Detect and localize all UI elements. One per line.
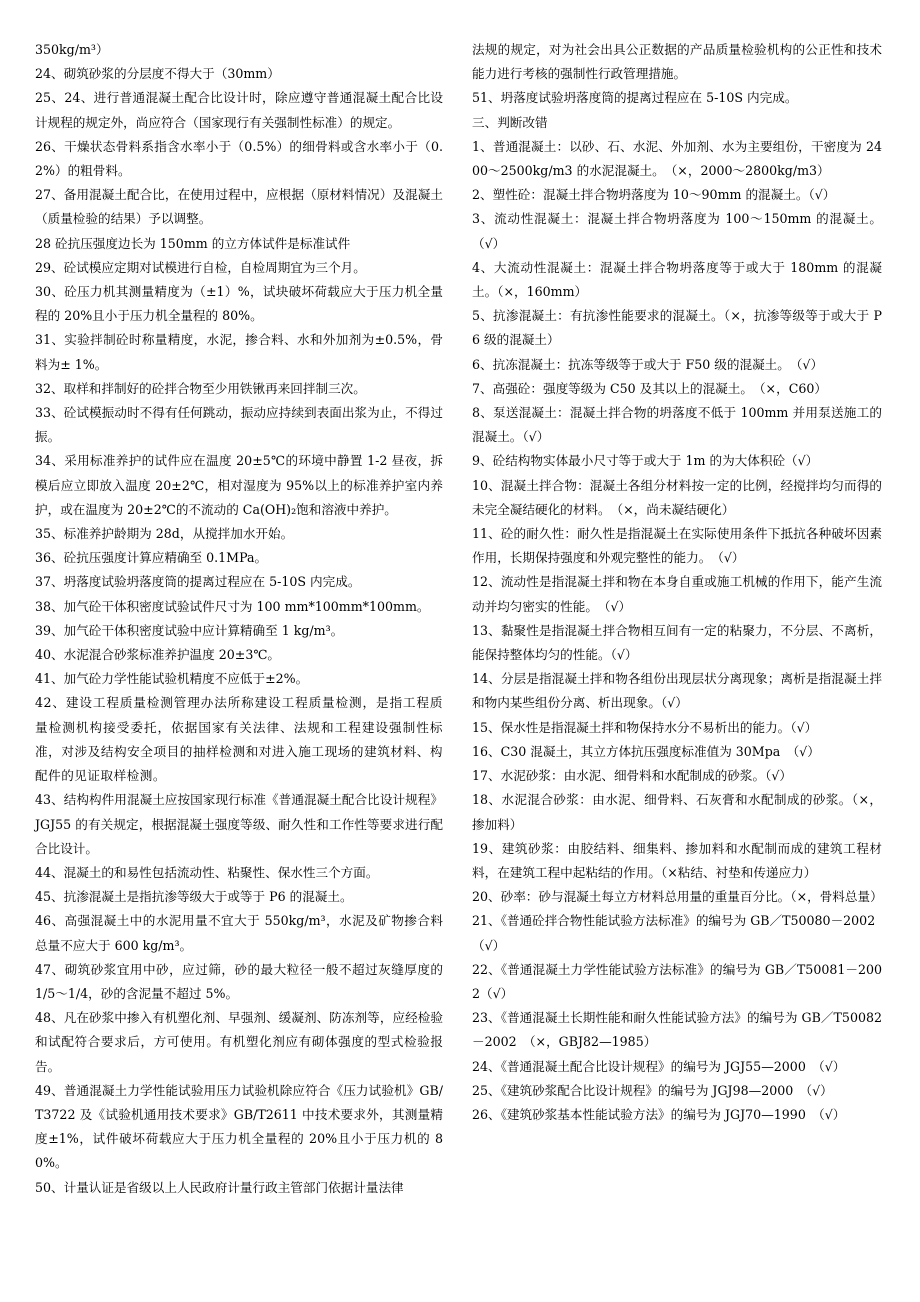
text-paragraph: 49、普通混凝土力学性能试验用压力试验机除应符合《压力试验机》GB/T3722 及《试验机通用技术要求》GB/T2611 中技术要求外，其测量精度±1%，试件破坏荷载应大于压力机全量程的 20%且小于压力机的 80%。 bbox=[35, 1082, 443, 1171]
text-paragraph: 14、分层是指混凝土拌和物各组份出现层状分离现象；离析是指混凝土拌和物内某些组份分离、析出现象。（√） bbox=[472, 671, 882, 711]
text-paragraph: 2、塑性砼：混凝土拌合物坍落度为 10～90mm 的混凝土。（√） bbox=[472, 187, 836, 203]
text-paragraph: 31、实验拌制砼时称量精度，水泥，掺合料、水和外加剂为±0.5%，骨料为± 1%。 bbox=[35, 332, 443, 372]
text-paragraph: 20、砂率：砂与混凝土每立方材料总用量的重量百分比。（×，骨料总量） bbox=[472, 889, 883, 905]
text-line: 41、加气砼力学性能试验机精度不应低于±2%。 bbox=[35, 671, 309, 687]
text-line: 16、C30 混凝土，其立方体抗压强度标准值为 30Mpa （√） bbox=[472, 743, 820, 759]
text-line: 37、坍落度试验坍落度筒的提离过程应在 5-10S 内完成。 bbox=[35, 574, 361, 590]
section-heading: 三、判断改错 bbox=[472, 114, 548, 130]
right-column bbox=[472, 38, 882, 1127]
text-paragraph: 5、抗渗混凝土：有抗渗性能要求的混凝土。（×，抗渗等级等于或大于 P6 级的混凝土） bbox=[472, 308, 882, 348]
text-line: 24、《普通混凝土配合比设计规程》的编号为 JGJ55—2000 （√） bbox=[472, 1058, 846, 1074]
text-paragraph: 48、凡在砂浆中掺入有机塑化剂、早强剂、缓凝剂、防冻剂等，应经检验和试配符合要求后，方可使用。有机塑化剂应有砌体强度的型式检验报告。 bbox=[35, 1010, 443, 1074]
text-line: 15、保水性是指混凝土拌和物保持水分不易析出的能力。（√） bbox=[472, 719, 818, 735]
text-paragraph: 10、混凝土拌合物：混凝土各组分材料按一定的比例，经搅拌均匀而得的未完全凝结硬化的材料。 （×，尚未凝结硬化） bbox=[472, 477, 882, 517]
text-line: （√） bbox=[472, 937, 506, 953]
text-paragraph: 12、流动性是指混凝土拌和物在本身自重或施工机械的作用下，能产生流动并均匀密实的性能。 （√） bbox=[472, 574, 882, 614]
text-line: 44、混凝土的和易性包括流动性、粘聚性、保水性三个方面。 bbox=[35, 864, 379, 880]
text-paragraph: 27、备用混凝土配合比，在使用过程中，应根据（原材料情况）及混凝土（质量检验的结果）予以调整。 bbox=[35, 187, 443, 227]
text-paragraph: 1、普通混凝土：以砂、石、水泥、外加剂、水为主要组份，干密度为 2400～2500kg/m3 的水泥混凝土。 （×，2000～2800kg/m3） bbox=[472, 138, 882, 179]
text-paragraph: 8、泵送混凝土：混凝土拌合物的坍落度不低于 100mm 并用泵送施工的混凝土。（√） bbox=[472, 405, 882, 445]
text-paragraph: 4、大流动性混凝土：混凝土拌合物坍落度等于或大于 180mm 的混凝土。（×，160mm） bbox=[472, 259, 882, 300]
text-paragraph: 19、建筑砂浆：由胶结料、细集料、掺加料和水配制而成的建筑工程材料，在建筑工程中起粘结的作用。（×粘结、衬垫和传递应力） bbox=[472, 840, 882, 880]
text-line: 6、抗冻混凝土：抗冻等级等于或大于 F50 级的混凝土。 （√） bbox=[472, 356, 824, 372]
text-paragraph: 42、建设工程质量检测管理办法所称建设工程质量检测，是指工程质量检测机构接受委托，依据国家有关法律、法规和工程建设强制性标准，对涉及结构安全项目的抽样检测和对进入施工现场的建筑材料、构配件的见证取样检测。 bbox=[35, 695, 443, 784]
text-line: 24、砌筑砂浆的分层度不得大于（30mm） bbox=[35, 66, 280, 82]
text-paragraph: 46、高强混凝土中的水泥用量不宜大于 550kg/m³，水泥及矿物掺合料总量不应大于 600 kg/m³。 bbox=[35, 913, 443, 953]
text-paragraph: 18、水泥混合砂浆：由水泥、细骨料、石灰膏和水配制成的砂浆。（×，掺加料） bbox=[472, 792, 882, 832]
text-paragraph: 22、《普通混凝土力学性能试验方法标准》的编号为 GB／T50081－2002（√） bbox=[472, 961, 882, 1001]
text-line: 17、水泥砂浆：由水泥、细骨料和水配制成的砂浆。（√） bbox=[472, 768, 792, 784]
text-line: 45、抗渗混凝土是指抗渗等级大于或等于 P6 的混凝土。 bbox=[35, 889, 353, 905]
text-line: 36、砼抗压强度计算应精确至 0.1MPa。 bbox=[35, 550, 268, 566]
text-paragraph: 26、干燥状态骨料系指含水率小于（0.5%）的细骨料或含水率小于（0.2%）的粗骨料。 bbox=[35, 138, 443, 179]
text-line: 350kg/m³） bbox=[35, 42, 109, 57]
text-line: 39、加气砼干体积密度试验中应计算精确至 1 kg/m³。 bbox=[35, 622, 344, 638]
text-line: 29、砼试模应定期对试模进行自检，自检周期宜为三个月。 bbox=[35, 259, 366, 275]
text-line: 35、标准养护龄期为 28d，从搅拌加水开始。 bbox=[35, 526, 294, 542]
text-paragraph: 3、流动性混凝土：混凝土拌合物坍落度为 100～150mm 的混凝土。（√） bbox=[472, 211, 882, 251]
text-line: 50、计量认证是省级以上人民政府计量行政主管部门依据计量法律 bbox=[35, 1179, 404, 1195]
text-line: 28 砼抗压强度边长为 150mm 的立方体试件是标准试件 bbox=[35, 235, 351, 251]
text-paragraph: 33、砼试模振动时不得有任何跳动，振动应持续到表面出浆为止，不得过振。 bbox=[35, 405, 443, 445]
text-paragraph: 43、结构构件用混凝土应按国家现行标准《普通混凝土配合比设计规程》JGJ55 的有关规定，根据混凝土强度等级、耐久性和工作性等要求进行配合比设计。 bbox=[35, 792, 443, 856]
text-line: 25、《建筑砂浆配合比设计规程》的编号为 JGJ98—2000 （√） bbox=[472, 1082, 833, 1098]
text-line: 51、坍落度试验坍落度筒的提离过程应在 5-10S 内完成。 bbox=[472, 90, 798, 106]
text-line: 38、加气砼干体积密度试验试件尺寸为 100 mm*100mm*100mm。 bbox=[35, 598, 430, 614]
text-line: 40、水泥混合砂浆标准养护温度 20±3℃。 bbox=[35, 647, 281, 663]
text-paragraph: 34、采用标准养护的试件应在温度 20±5℃的环境中静置 1-2 昼夜，拆模后应立即放入温度 20±2℃，相对湿度为 95%以上的标准养护室内养护，或在温度为 20±2℃的不流动的 Ca(OH)₂饱和溶液中养护。 bbox=[35, 453, 443, 517]
text-paragraph: 30、砼压力机其测量精度为（±1）%，试块破坏荷载应大于压力机全量程的 20%且小于压力机全量程的 80%。 bbox=[35, 284, 443, 324]
text-line: 32、取样和拌制好的砼拌合物至少用铁锹再来回拌制三次。 bbox=[35, 380, 366, 396]
text-line: 7、高强砼：强度等级为 C50 及其以上的混凝土。 （×，C60） bbox=[472, 380, 827, 396]
left-column bbox=[35, 38, 443, 1200]
text-paragraph: 21、《普通砼拌合物性能试验方法标准》的编号为 GB／T50080－2002 bbox=[472, 913, 876, 929]
text-paragraph: 法规的规定，对为社会出具公正数据的产品质量检验机构的公正性和技术能力进行考核的强制性行政管理措施。 bbox=[472, 42, 882, 82]
text-line: 9、砼结构物实体最小尺寸等于或大于 1m 的为大体积砼（√） bbox=[472, 453, 819, 469]
text-paragraph: 25、24、进行普通混凝土配合比设计时，除应遵守普通混凝土配合比设计规程的规定外，尚应符合（国家现行有关强制性标准）的规定。 bbox=[35, 90, 443, 130]
text-paragraph: 11、砼的耐久性：耐久性是指混凝土在实际使用条件下抵抗各种破坏因素作用，长期保持强度和外观完整性的能力。 （√） bbox=[472, 526, 882, 566]
text-paragraph: 23、《普通混凝土长期性能和耐久性能试验方法》的编号为 GB／T50082－2002 （×，GBJ82—1985） bbox=[472, 1010, 882, 1050]
text-line: 26、《建筑砂浆基本性能试验方法》的编号为 JGJ70—1990 （√） bbox=[472, 1106, 846, 1122]
text-paragraph: 13、黏聚性是指混凝土拌合物相互间有一定的粘聚力，不分层、不离析，能保持整体均匀的性能。（√） bbox=[472, 622, 882, 663]
text-paragraph: 47、砌筑砂浆宜用中砂，应过筛，砂的最大粒径一般不超过灰缝厚度的 1/5～1/4，砂的含泥量不超过 5%。 bbox=[35, 961, 443, 1001]
